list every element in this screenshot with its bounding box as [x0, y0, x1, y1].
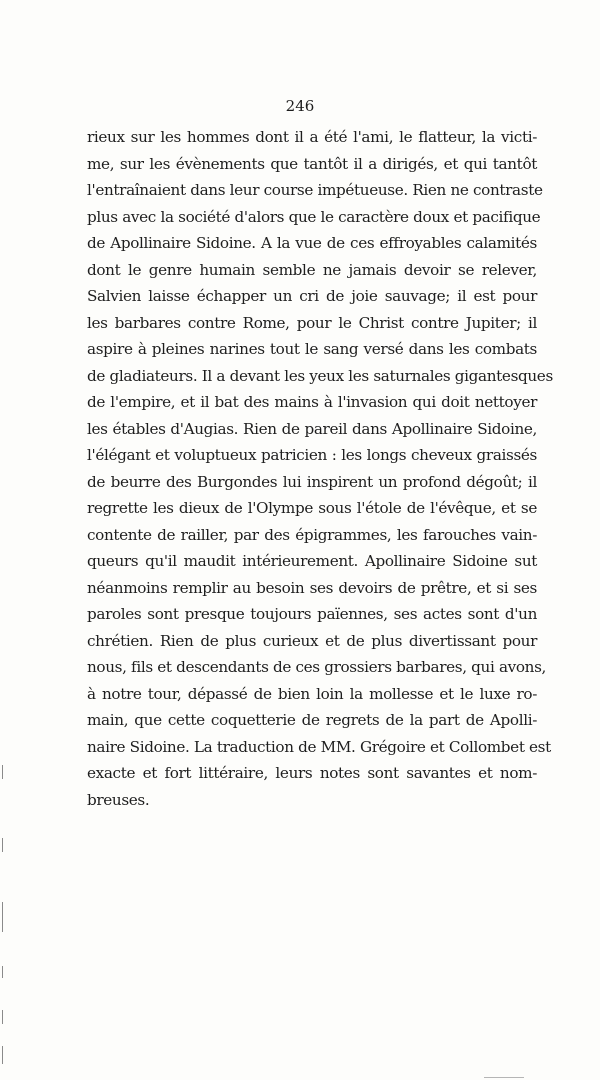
text-line: chrétien. Rien de plus curieux et de plus divertissant pour	[87, 631, 537, 650]
text-line: de Apollinaire Sidoine. A la vue de ces effroyables calamités	[87, 234, 537, 252]
text-line: regrette les dieux de l'Olympe sous l'étole de l'évêque, et se	[87, 499, 537, 517]
text-line: de gladiateurs. Il a devant les yeux les saturnales gigantesques	[87, 366, 553, 385]
text-line: néanmoins remplir au besoin ses devoirs de prêtre, et si ses	[87, 578, 537, 597]
text-line: plus avec la société d'alors que le caractère doux et pacifique	[87, 207, 541, 226]
body-text	[87, 124, 553, 813]
text-line: rieux sur les hommes dont il a été l'ami, le flatteur, la victi-	[87, 128, 537, 146]
text-line: les barbares contre Rome, pour le Christ contre Jupiter; il	[87, 313, 537, 332]
scan-margin-mark	[2, 838, 3, 852]
text-line: queurs qu'il maudit intérieurement. Apollinaire Sidoine sut	[87, 552, 537, 570]
text-line: contente de railler, par des épigrammes, les farouches vain-	[87, 525, 537, 544]
text-line: Salvien laisse échapper un cri de joie sauvage; il est pour	[87, 287, 537, 305]
scan-margin-mark	[2, 902, 3, 932]
text-line: paroles sont presque toujours païennes, ses actes sont d'un	[87, 605, 537, 623]
text-line: l'élégant et voluptueux patricien : les longs cheveux graissés	[87, 446, 537, 464]
text-line: aspire à pleines narines tout le sang versé dans les combats	[87, 340, 537, 358]
page-number: 246	[285, 97, 315, 115]
text-line: breuses.	[87, 790, 150, 809]
text-line: exacte et fort littéraire, leurs notes sont savantes et nom-	[87, 764, 537, 782]
text-line: main, que cette coquetterie de regrets de la part de Apolli-	[87, 711, 537, 729]
text-line: l'entraînaient dans leur course impétueuse. Rien ne contraste	[87, 181, 543, 199]
text-line: me, sur les évènements que tantôt il a dirigés, et qui tantôt	[87, 154, 537, 173]
text-line: les étables d'Augias. Rien de pareil dans Apollinaire Sidoine,	[87, 419, 537, 438]
scan-margin-mark	[2, 1046, 3, 1064]
scan-margin-mark	[2, 1010, 3, 1024]
scan-edge-rule	[484, 1077, 524, 1078]
text-line: nous, fils et descendants de ces grossiers barbares, qui avons,	[87, 658, 547, 676]
scan-margin-mark	[2, 966, 3, 978]
text-line: à notre tour, dépassé de bien loin la mollesse et le luxe ro-	[87, 684, 537, 703]
text-line: de beurre des Burgondes lui inspirent un profond dégoût; il	[87, 472, 537, 491]
text-line: naire Sidoine. La traduction de MM. Grégoire et Collombet est	[87, 737, 551, 756]
text-line: de l'empire, et il bat des mains à l'invasion qui doit nettoyer	[87, 393, 537, 411]
text-line: dont le genre humain semble ne jamais devoir se relever,	[87, 260, 537, 279]
scan-margin-mark	[2, 765, 3, 779]
